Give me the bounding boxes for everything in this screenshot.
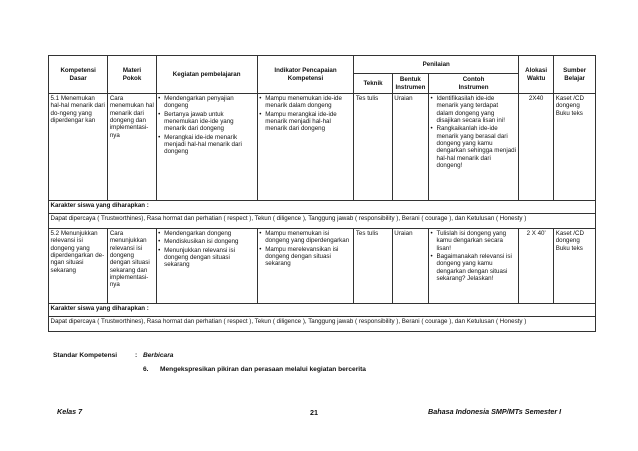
alokasi-cell: 2 X 40' <box>519 229 554 304</box>
header-contoh: Contoh Instrumen <box>429 74 519 94</box>
table-row <box>49 94 596 201</box>
footer-subject: Bahasa Indonesia SMP/MTs Semester I <box>428 407 562 416</box>
teknik-cell: Tes tulis <box>354 94 392 201</box>
list-item: • Bagaimanakah relevansi isi dongeng yang kamu dengarkan dengan situasi sekarang? Jelaskan! <box>431 253 517 282</box>
header-alokasi: Alokasi Waktu <box>519 56 554 94</box>
indikator-cell <box>257 229 354 304</box>
kegiatan-cell <box>156 229 257 304</box>
list-item: • Mendengarkan penyajian dongeng <box>158 95 255 110</box>
contoh-cell <box>429 94 519 201</box>
list-item: • Tulislah isi dongeng yang kamu dengarkan secara lisan! <box>431 230 517 252</box>
header-penilaian: Penilaian <box>354 56 519 74</box>
kd-cell: 5.1 Menemukan hal-hal menarik dari do-ngeng yang diperdengar kan <box>49 94 108 201</box>
list-item: • Identifikasilah ide-ide menarik yang terdapat dalam dongeng yang disajikan secara lisan ini! <box>431 95 517 124</box>
kd-cell: 5.2 Menunjukkan relevansi isi dongeng yang diperdengarkan de-ngan situasi sekarang <box>49 229 108 304</box>
list-item: • Mendengarkan dongeng <box>158 230 255 237</box>
standar-kompetensi-value: Berbicara <box>143 352 174 359</box>
standar-kompetensi-label: Standar Kompetensi <box>53 352 118 359</box>
indikator-cell <box>257 94 354 201</box>
syllabus-table <box>48 55 596 332</box>
materi-cell: Cara menemukan hal menarik dari dongeng dan implementasi-nya <box>108 94 156 201</box>
list-item: • Menunjukkan relevansi isi dongeng dengan situasi sekarang <box>158 247 255 269</box>
header-sumber: Sumber Belajar <box>554 56 596 94</box>
bentuk-cell: Uraian <box>392 94 428 201</box>
list-item: • Mampu menemukan isi dongeng yang diperdengarkan <box>259 230 352 245</box>
list-item: • Mendiskusikan isi dongeng <box>158 238 255 245</box>
list-item: • Merangkai ide-ide menarik menjadi hal-hal menarik dari dongeng <box>158 134 255 156</box>
standar-item-number: 6. <box>143 366 149 373</box>
bentuk-cell: Uraian <box>392 229 428 304</box>
header-kompetensi-dasar: Kompetensi Dasar <box>49 56 108 94</box>
list-item: • Mampu menemukan ide-ide menarik dalam dongeng <box>259 95 352 110</box>
materi-cell: Cara menunjukkan relevansi isi dongeng dengan situasi sekarang dan implementasi-nya <box>108 229 156 304</box>
karakter-label: Karakter siswa yang diharapkan : <box>49 304 596 317</box>
header-kegiatan: Kegiatan pembelajaran <box>156 56 257 94</box>
standar-kompetensi-colon: : <box>135 352 138 359</box>
header-bentuk: Bentuk Instrumen <box>392 74 428 94</box>
alokasi-cell: 2X40 <box>519 94 554 201</box>
header-teknik: Teknik <box>354 74 392 94</box>
header-materi-pokok: Materi Pokok <box>108 56 156 94</box>
standar-item-text: Mengekspresikan pikiran dan perasaan melalui kegiatan bercerita <box>160 366 366 373</box>
karakter-text: Dapat dipercaya ( Trustworthines), Rasa hormat dan perhatian ( respect ), Tekun ( diligence ), Tanggung jawab ( responsibility ), Berani ( courage ), dan Ketulusan ( Honesty ) <box>49 317 596 332</box>
list-item: • Mampu merelevansikan isi dongeng dengan situasi sekarang <box>259 246 352 268</box>
sumber-cell: Kaset /CD dongeng Buku teks <box>554 229 596 304</box>
karakter-text: Dapat dipercaya ( Trustworthines), Rasa hormat dan perhatian ( respect ), Tekun ( diligence ), Tanggung jawab ( responsibility ), Berani ( courage ), dan Ketulusan ( Honesty ) <box>49 214 596 229</box>
sumber-cell: Kaset /CD dongeng Buku teks <box>554 94 596 201</box>
kegiatan-cell <box>156 94 257 201</box>
header-indikator: Indikator Pencapaian Kompetensi <box>257 56 354 94</box>
table-row <box>49 229 596 304</box>
page-number: 21 <box>310 408 318 417</box>
karakter-label: Karakter siswa yang diharapkan : <box>49 201 596 214</box>
list-item: • Mampu merangkai ide-ide menarik menjadi hal-hal menarik dari dongeng <box>259 111 352 133</box>
list-item: • Rangkaikanlah ide-ide menarik yang berasal dari dongeng yang kamu dengarkan sehingga menjadi hal-hal menarik dari dongeng! <box>431 125 517 169</box>
list-item: • Bertanya jawab untuk menemukan ide-ide yang menarik dari dongeng <box>158 111 255 133</box>
teknik-cell: Tes tulis <box>354 229 392 304</box>
contoh-cell <box>429 229 519 304</box>
footer-class: Kelas 7 <box>57 407 83 416</box>
